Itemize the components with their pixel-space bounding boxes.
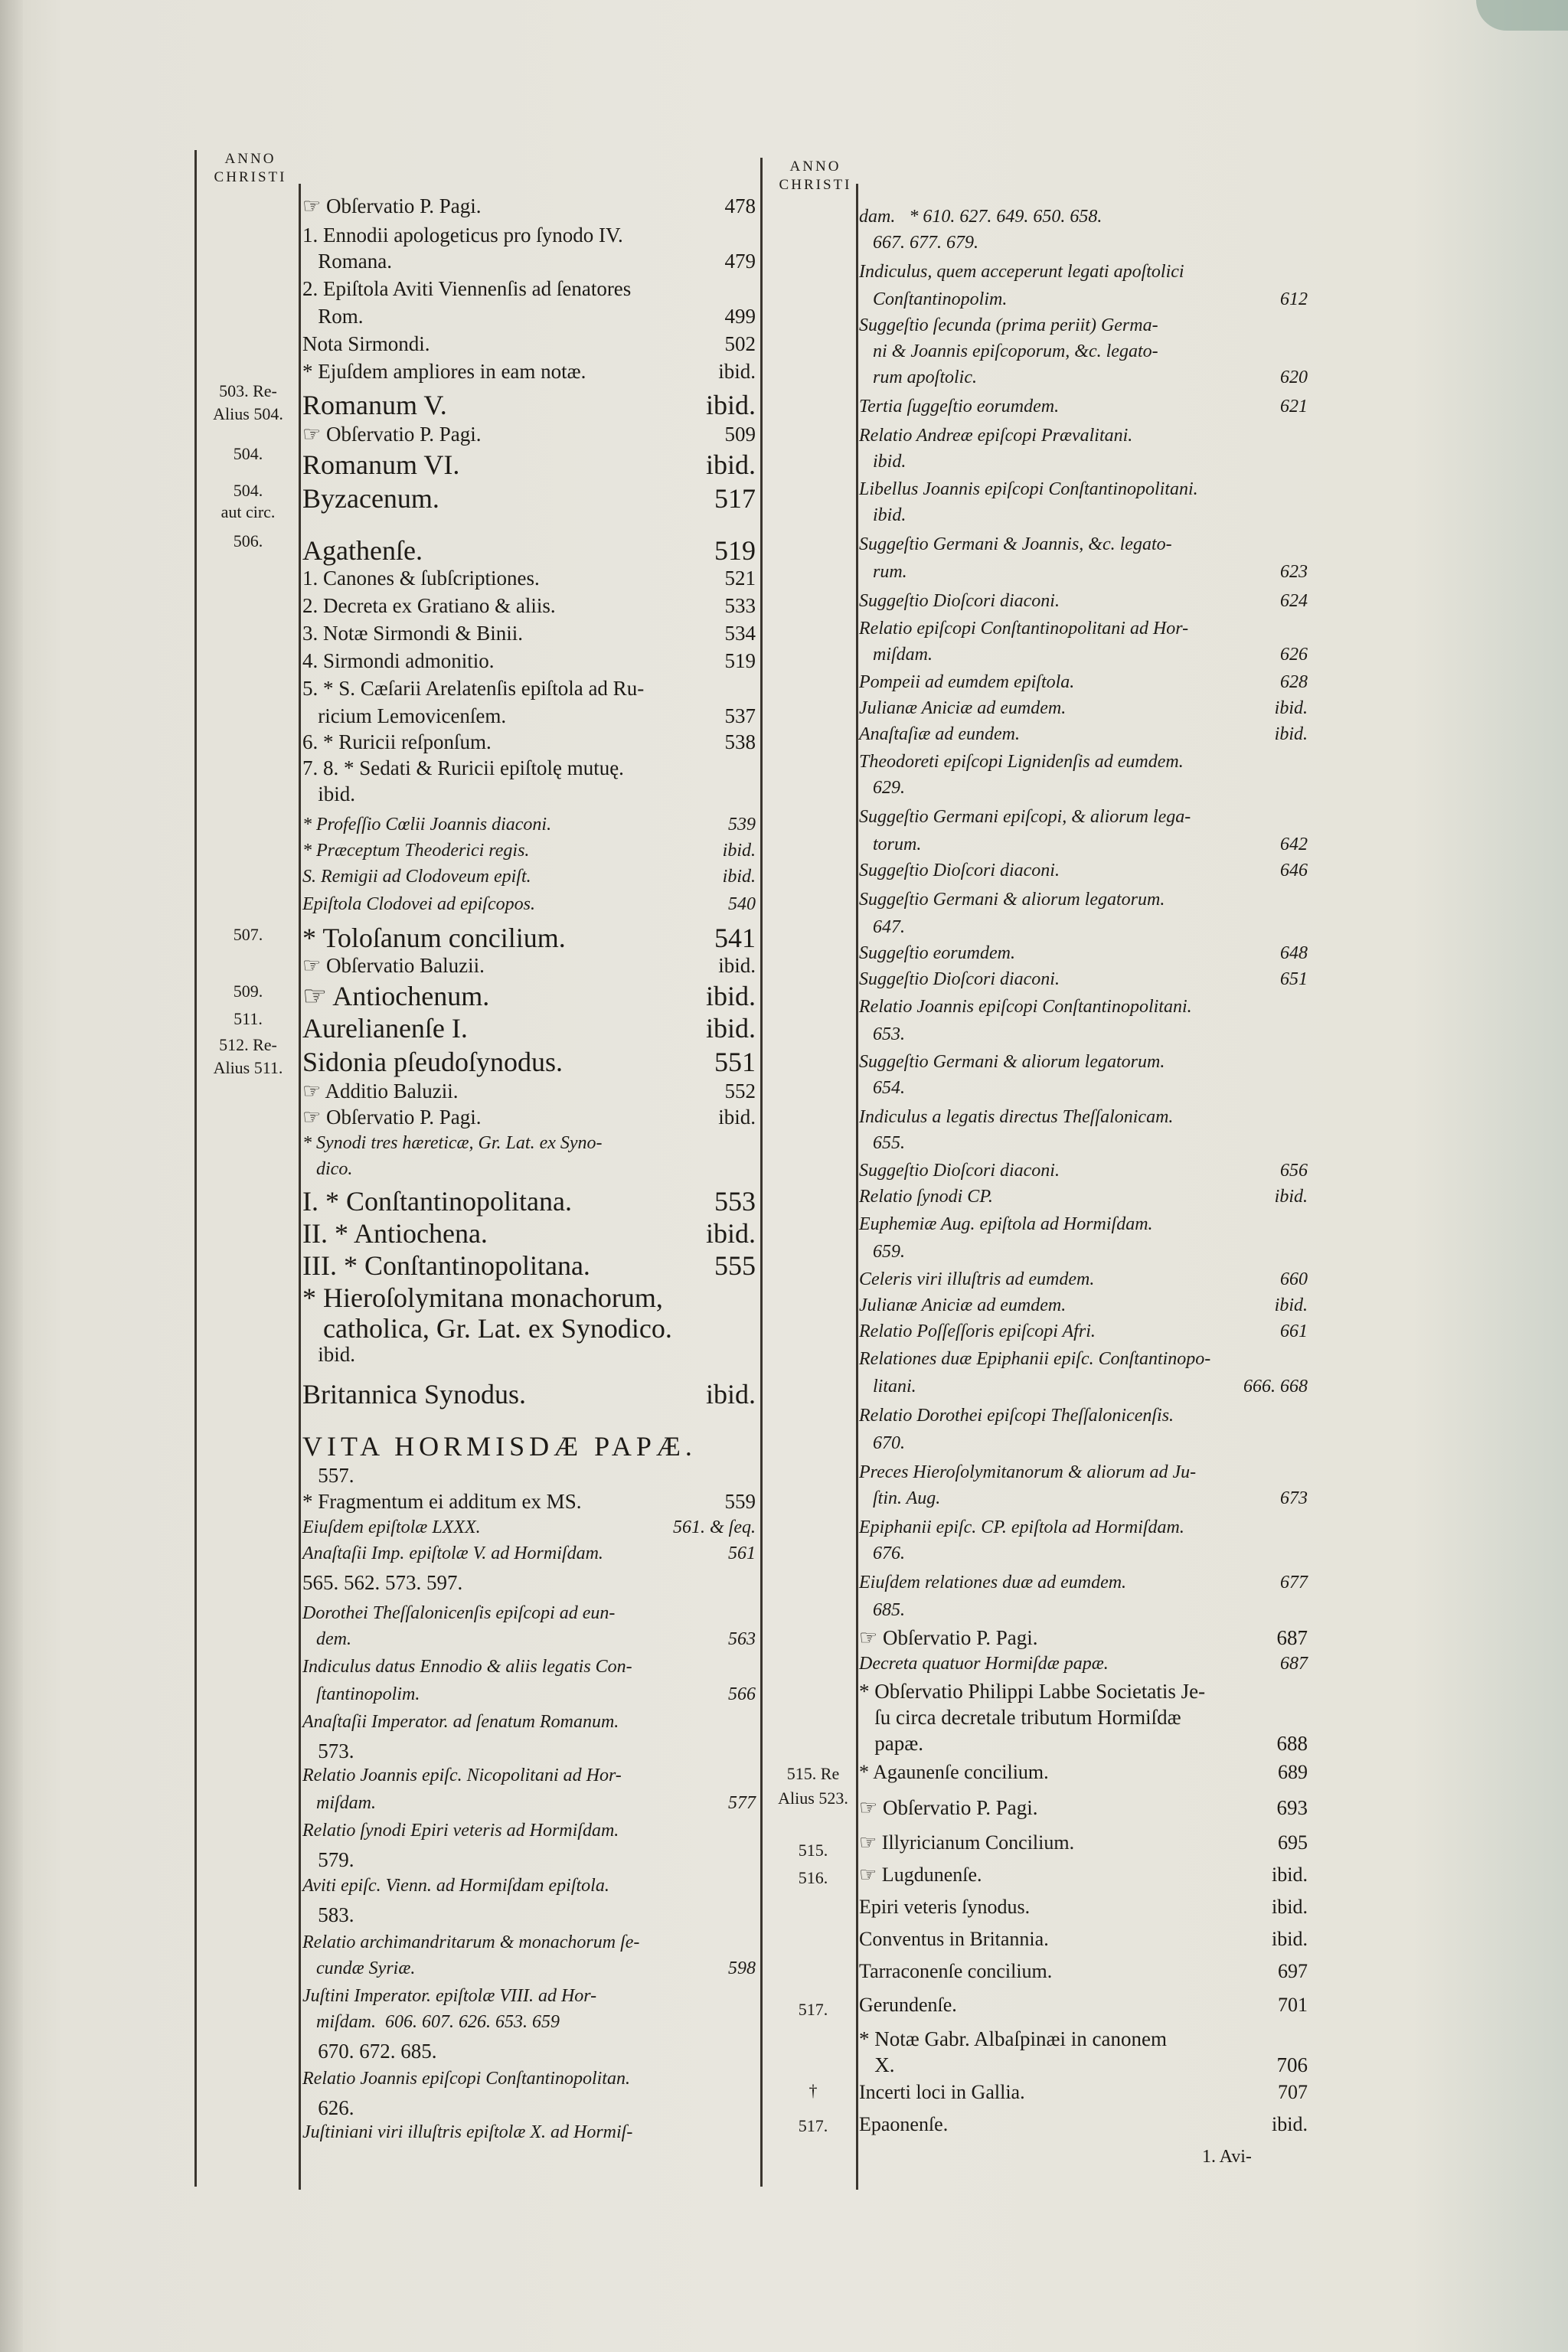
entry-title: * Notæ Gabr. Albaſpinæi in canonem: [859, 2027, 1167, 2050]
entry-title: Suggeſtio Germani & aliorum legatorum.: [859, 890, 1165, 910]
entry-title: Relatio epiſcopi Conſtantinopolitani ad Hor-: [859, 619, 1189, 639]
left-year-rule: [299, 184, 301, 2190]
entry-title: Theodoreti epiſcopi Lignidenſis ad eumdem.: [859, 752, 1184, 772]
entry-page-number: ibid.: [1272, 1928, 1308, 1950]
entry-page-number: 534: [724, 622, 756, 645]
entry-title: Anaſtaſii Imperator. ad ſenatum Romanum.: [302, 1712, 619, 1732]
entry-title: 2. Decreta ex Gratiano & aliis.: [302, 594, 556, 617]
entry-page-number: 651: [1280, 969, 1308, 989]
entry-page-number: 687: [1276, 1626, 1308, 1649]
entry-title: ☞ Lugdunenſe.: [859, 1864, 982, 1886]
entry-title: Rom.: [302, 305, 364, 328]
entry-title: ricium Lemovicenſem.: [302, 704, 507, 727]
entry-title: 670.: [859, 1433, 905, 1453]
entry-title: 685.: [859, 1600, 905, 1620]
entry-title: Romana.: [302, 250, 392, 273]
entry-title: ſu circa decretale tributum Hormiſdæ: [859, 1706, 1181, 1729]
entry-title: Relatio Joannis epiſcopi Conſtantinopolitani.: [859, 997, 1192, 1017]
entry-page-number: 577: [728, 1793, 756, 1813]
entry-title: 670. 672. 685.: [302, 2040, 437, 2063]
entry-page-number: 540: [728, 894, 756, 914]
entry-page-number: 563: [728, 1629, 756, 1649]
entry-page-number: ibid.: [718, 360, 756, 383]
entry-title: Dorothei Theſſalonicenſis epiſcopi ad eun-: [302, 1603, 616, 1623]
entry-title: * Toloſanum concilium.: [302, 923, 566, 953]
entry-title: III. * Conſtantinopolitana.: [302, 1250, 590, 1281]
entry-title: II. * Antiochena.: [302, 1218, 488, 1249]
entry-page-number: ibid.: [718, 1106, 756, 1129]
entry-page-number: 533: [724, 594, 756, 617]
entry-title: Relatio Joannis epiſcopi Conſtantinopolitan.: [302, 2069, 630, 2089]
year-marker: 517.: [798, 2000, 828, 2019]
entry-title: ☞ Obſervatio P. Pagi.: [302, 1106, 482, 1129]
entry-page-number: 561: [728, 1544, 756, 1563]
year-marker: 504.: [233, 444, 263, 463]
entry-title: 647.: [859, 917, 905, 937]
entry-title: dem.: [302, 1629, 351, 1649]
entry-title: Decreta quatuor Hormiſdæ papæ.: [859, 1654, 1109, 1674]
entry-title: dico.: [302, 1159, 353, 1179]
entry-title: Agathenſe.: [302, 535, 423, 566]
entry-title: ſtantinopolim.: [302, 1684, 420, 1704]
entry-page-number: 693: [1276, 1796, 1308, 1819]
entry-page-number: 624: [1280, 591, 1308, 611]
entry-page-number: 499: [724, 305, 756, 328]
page-gutter-shadow: [0, 0, 23, 2352]
catchword: 1. Avi-: [1202, 2147, 1252, 2167]
year-marker: Alius 504.: [213, 404, 283, 423]
entry-title: * Profeſſio Cœlii Joannis diaconi.: [302, 815, 552, 835]
year-marker: 504.: [233, 481, 263, 500]
entry-title: 654.: [859, 1078, 905, 1098]
entry-page-number: 660: [1280, 1269, 1308, 1289]
entry-title: ibid.: [859, 452, 906, 472]
entry-title: Euphemiæ Aug. epiſtola ad Hormiſdam.: [859, 1214, 1153, 1234]
entry-title: ni & Joannis epiſcoporum, &c. legato-: [859, 341, 1158, 361]
entry-title: Celeris viri illuſtris ad eumdem.: [859, 1269, 1095, 1289]
entry-title: rum.: [859, 562, 907, 582]
year-marker: 511.: [234, 1009, 263, 1028]
entry-page-number: 509: [724, 423, 756, 446]
entry-title: * Obſervatio Philippi Labbe Societatis Je-: [859, 1680, 1206, 1703]
entry-page-number: 521: [724, 567, 756, 590]
entry-page-number: 537: [724, 704, 756, 727]
entry-title: Relatio Poſſeſſoris epiſcopi Afri.: [859, 1321, 1096, 1341]
entry-page-number: ibid.: [705, 981, 756, 1011]
entry-title: torum.: [859, 835, 922, 854]
entry-page-number: 689: [1278, 1761, 1308, 1783]
entry-title: dam. * 610. 627. 649. 650. 658.: [859, 207, 1102, 227]
year-marker: 509.: [233, 982, 263, 1001]
entry-title: Suggeſtio Germani & aliorum legatorum.: [859, 1052, 1165, 1072]
entry-title: Romanum V.: [302, 390, 447, 420]
entry-title: Anaſtaſii Imp. epiſtolæ V. ad Hormiſdam.: [302, 1544, 603, 1563]
entry-page-number: 695: [1278, 1831, 1308, 1854]
entry-title: 667. 677. 679.: [859, 233, 978, 253]
entry-page-number: 666. 668: [1243, 1377, 1308, 1396]
entry-title: VITA HORMISDÆ PAPÆ.: [302, 1431, 697, 1462]
entry-page-number: 628: [1280, 672, 1308, 692]
entry-title: X.: [859, 2053, 895, 2076]
year-marker: 515. Re: [786, 1764, 840, 1783]
entry-page-number: ibid.: [705, 1379, 756, 1410]
entry-title: catholica, Gr. Lat. ex Synodico.: [302, 1313, 672, 1344]
entry-page-number: ibid.: [718, 954, 756, 977]
entry-title: Indiculus, quem acceperunt legati apoſtolici: [859, 262, 1184, 282]
entry-page-number: 661: [1280, 1321, 1308, 1341]
entry-title: 659.: [859, 1242, 905, 1262]
entry-title: Epaonenſe.: [859, 2113, 949, 2135]
entry-page-number: 553: [714, 1186, 756, 1217]
entry-title: Relatio Andreæ epiſcopi Prævalitani.: [859, 426, 1133, 446]
entry-page-number: 673: [1280, 1488, 1308, 1508]
entry-title: 557.: [302, 1464, 354, 1487]
entry-title: Britannica Synodus.: [302, 1379, 526, 1410]
entry-page-number: 626: [1280, 645, 1308, 665]
entry-page-number: ibid.: [705, 449, 756, 480]
entry-title: Tertia ſuggeſtio eorumdem.: [859, 397, 1060, 416]
entry-page-number: 519: [724, 649, 756, 672]
entry-title: 579.: [302, 1848, 354, 1871]
year-marker: 512. Re-: [219, 1035, 277, 1054]
entry-title: Pompeii ad eumdem epiſtola.: [859, 672, 1075, 692]
left-index-column: [302, 0, 762, 2352]
entry-page-number: ibid.: [1274, 724, 1308, 744]
entry-page-number: ibid.: [705, 1013, 756, 1044]
entry-title: 583.: [302, 1903, 354, 1926]
entry-title: Epiſtola Clodovei ad epiſcopos.: [302, 894, 535, 914]
right-year-column: [766, 0, 854, 2352]
entry-title: Conſtantinopolim.: [859, 289, 1008, 309]
entry-title: Incerti loci in Gallia.: [859, 2081, 1025, 2103]
entry-title: * Ejuſdem ampliores in eam notæ.: [302, 360, 586, 383]
right-year-rule: [856, 184, 858, 2190]
entry-title: ☞ Additio Baluzii.: [302, 1080, 459, 1102]
entry-page-number: 656: [1280, 1161, 1308, 1181]
entry-title: * Hieroſolymitana monachorum,: [302, 1282, 663, 1313]
entry-title: Relatio ſynodi Epiri veteris ad Hormiſdam.: [302, 1821, 619, 1841]
entry-title: Tarraconenſe concilium.: [859, 1960, 1053, 1982]
entry-page-number: ibid.: [1272, 1896, 1308, 1918]
entry-page-number: 623: [1280, 562, 1308, 582]
entry-title: Juſtiniani viri illuſtris epiſtolæ X. ad Hormiſ-: [302, 2122, 633, 2142]
entry-title: ibid.: [859, 505, 906, 525]
entry-page-number: 555: [714, 1250, 756, 1281]
entry-title: * Fragmentum ei additum ex MS.: [302, 1490, 582, 1513]
entry-page-number: ibid.: [705, 1218, 756, 1249]
entry-title: Byzacenum.: [302, 483, 439, 514]
entry-title: 1. Canones & ſubſcriptiones.: [302, 567, 540, 590]
entry-title: Relatio Joannis epiſc. Nicopolitani ad Hor-: [302, 1766, 622, 1785]
left-year-column: [201, 0, 296, 2352]
entry-title: Indiculus a legatis directus Theſſalonicam.: [859, 1107, 1174, 1127]
entry-title: Julianæ Aniciæ ad eumdem.: [859, 1295, 1067, 1315]
entry-page-number: 539: [728, 815, 756, 835]
entry-page-number: ibid.: [1272, 1864, 1308, 1886]
entry-page-number: ibid.: [722, 867, 756, 887]
entry-page-number: 612: [1280, 289, 1308, 309]
entry-title: I. * Conſtantinopolitana.: [302, 1186, 572, 1217]
right-index-column: [859, 0, 1318, 2352]
entry-title: * Synodi tres hæreticæ, Gr. Lat. ex Syno-: [302, 1133, 603, 1153]
entry-title: Aviti epiſc. Vienn. ad Hormiſdam epiſtola.: [302, 1876, 609, 1896]
entry-title: ibid.: [302, 782, 356, 805]
entry-title: Anaſtaſiæ ad eundem.: [859, 724, 1020, 744]
entry-title: ☞ Obſervatio Baluzii.: [302, 954, 485, 977]
entry-title: Relatio ſynodi CP.: [859, 1187, 993, 1207]
entry-title: ☞ Obſervatio P. Pagi.: [302, 194, 482, 217]
entry-page-number: 701: [1278, 1994, 1308, 2016]
entry-page-number: 561. & ſeq.: [673, 1517, 756, 1537]
year-marker: 506.: [233, 531, 263, 550]
entry-title: 653.: [859, 1024, 905, 1044]
entry-title: ſtin. Aug.: [859, 1488, 941, 1508]
entry-title: papæ.: [859, 1732, 923, 1755]
entry-page-number: 551: [714, 1047, 756, 1077]
entry-title: Relatio Dorothei epiſcopi Theſſalonicenſis.: [859, 1406, 1174, 1426]
entry-title: miſdam. 606. 607. 626. 653. 659: [302, 2012, 560, 2032]
entry-title: 7. 8. * Sedati & Ruricii epiſtolę mutuę.: [302, 756, 624, 779]
entry-title: ☞ Antiochenum.: [302, 981, 490, 1011]
entry-page-number: 648: [1280, 943, 1308, 963]
entry-title: 6. * Ruricii reſponſum.: [302, 730, 492, 753]
entry-title: Sidonia pſeudoſynodus.: [302, 1047, 563, 1077]
entry-title: Indiculus datus Ennodio & aliis legatis Con-: [302, 1657, 632, 1677]
entry-title: Juſtini Imperator. epiſtolæ VIII. ad Hor-: [302, 1986, 597, 2006]
year-marker: Alius 511.: [213, 1058, 283, 1077]
entry-page-number: 517: [714, 483, 756, 514]
entry-page-number: 598: [728, 1958, 756, 1978]
left-header-anno: ANNO: [224, 151, 276, 167]
entry-title: Suggeſtio Dioſcori diaconi.: [859, 1161, 1060, 1181]
entry-page-number: ibid.: [705, 390, 756, 420]
entry-title: Preces Hieroſolymitanorum & aliorum ad Ju-: [859, 1462, 1197, 1482]
entry-page-number: 620: [1280, 368, 1308, 387]
entry-title: 676.: [859, 1544, 905, 1563]
entry-title: 655.: [859, 1133, 905, 1153]
entry-page-number: ibid.: [1274, 1295, 1308, 1315]
year-marker: aut circ.: [220, 502, 276, 521]
entry-title: 4. Sirmondi admonitio.: [302, 649, 495, 672]
entry-page-number: 559: [724, 1490, 756, 1513]
entry-title: S. Remigii ad Clodoveum epiſt.: [302, 867, 531, 887]
entry-title: 565. 562. 573. 597.: [302, 1571, 463, 1594]
entry-title: 3. Notæ Sirmondi & Binii.: [302, 622, 524, 645]
entry-page-number: ibid.: [1274, 698, 1308, 718]
entry-title: 573.: [302, 1740, 354, 1762]
entry-title: 1. Ennodii apologeticus pro ſynodo IV.: [302, 224, 623, 247]
entry-title: ☞ Obſervatio P. Pagi.: [859, 1626, 1038, 1649]
entry-page-number: 566: [728, 1684, 756, 1704]
entry-title: miſdam.: [302, 1793, 376, 1813]
entry-page-number: 642: [1280, 835, 1308, 854]
entry-title: * Agaunenſe concilium.: [859, 1761, 1049, 1783]
entry-title: Romanum VI.: [302, 449, 460, 480]
entry-title: Aurelianenſe I.: [302, 1013, 468, 1044]
entry-page-number: ibid.: [1274, 1187, 1308, 1207]
year-marker: 503. Re-: [219, 381, 277, 400]
year-marker: 517.: [798, 2116, 828, 2135]
entry-title: 626.: [302, 2096, 354, 2119]
entry-page-number: 541: [714, 923, 756, 953]
entry-title: rum apoſtolic.: [859, 368, 977, 387]
entry-title: miſdam.: [859, 645, 933, 665]
entry-title: Conventus in Britannia.: [859, 1928, 1049, 1950]
year-marker: 507.: [233, 925, 263, 944]
entry-page-number: 538: [724, 730, 756, 753]
right-header-anno: ANNO: [789, 158, 841, 175]
entry-title: 2. Epiſtola Aviti Viennenſis ad ſenatores: [302, 277, 632, 300]
entry-page-number: 677: [1280, 1573, 1308, 1592]
entry-title: Eiuſdem epiſtolæ LXXX.: [302, 1517, 481, 1537]
entry-page-number: 519: [714, 535, 756, 566]
entry-page-number: 646: [1280, 861, 1308, 880]
entry-title: litani.: [859, 1377, 916, 1396]
entry-title: Epiphanii epiſc. CP. epiſtola ad Hormiſdam.: [859, 1517, 1184, 1537]
entry-page-number: 479: [724, 250, 756, 273]
entry-page-number: 706: [1276, 2053, 1308, 2076]
entry-title: Suggeſtio eorumdem.: [859, 943, 1015, 963]
entry-title: Nota Sirmondi.: [302, 332, 430, 355]
entry-title: Gerundenſe.: [859, 1994, 957, 2016]
year-marker: Alius 523.: [778, 1788, 848, 1808]
entry-title: Eiuſdem relationes duæ ad eumdem.: [859, 1573, 1127, 1592]
entry-title: Libellus Joannis epiſcopi Conſtantinopolitani.: [859, 479, 1198, 499]
entry-page-number: 478: [724, 194, 756, 217]
entry-page-number: 502: [724, 332, 756, 355]
entry-title: ☞ Illyricianum Concilium.: [859, 1831, 1075, 1854]
year-marker: 516.: [798, 1868, 828, 1887]
entry-title: 629.: [859, 778, 905, 798]
entry-title: ☞ Obſervatio P. Pagi.: [302, 423, 482, 446]
entry-title: Suggeſtio Dioſcori diaconi.: [859, 861, 1060, 880]
entry-page-number: 697: [1278, 1960, 1308, 1982]
year-marker: 515.: [798, 1841, 828, 1860]
entry-title: 5. * S. Cæſarii Arelatenſis epiſtola ad Ru-: [302, 677, 645, 700]
entry-title: Suggeſtio Dioſcori diaconi.: [859, 591, 1060, 611]
right-header-christi: CHRISTI: [779, 177, 852, 193]
entry-page-number: 688: [1276, 1732, 1308, 1755]
entry-title: cundæ Syriæ.: [302, 1958, 416, 1978]
year-marker: †: [808, 2081, 818, 2100]
left-outer-rule: [194, 150, 197, 2187]
entry-page-number: ibid.: [722, 841, 756, 861]
entry-title: Epiri veteris ſynodus.: [859, 1896, 1031, 1918]
entry-page-number: 687: [1280, 1654, 1308, 1674]
entry-title: Julianæ Aniciæ ad eumdem.: [859, 698, 1067, 718]
entry-page-number: ibid.: [1272, 2113, 1308, 2135]
entry-title: Suggeſtio ſecunda (prima periit) Germa-: [859, 315, 1158, 335]
page-corner-stain: [1476, 0, 1568, 31]
entry-title: * Præceptum Theoderici regis.: [302, 841, 530, 861]
entry-page-number: 707: [1278, 2081, 1308, 2103]
left-header-christi: CHRISTI: [214, 169, 287, 185]
entry-page-number: 552: [724, 1080, 756, 1102]
entry-title: Suggeſtio Dioſcori diaconi.: [859, 969, 1060, 989]
entry-title: ☞ Obſervatio P. Pagi.: [859, 1796, 1038, 1819]
entry-title: Suggeſtio Germani epiſcopi, & aliorum lega-: [859, 807, 1191, 827]
entry-title: Suggeſtio Germani & Joannis, &c. legato-: [859, 534, 1172, 554]
entry-title: ibid.: [302, 1343, 356, 1366]
entry-page-number: 621: [1280, 397, 1308, 416]
entry-title: Relationes duæ Epiphanii epiſc. Conſtantinopo-: [859, 1349, 1211, 1369]
entry-title: Relatio archimandritarum & monachorum ſe-: [302, 1932, 640, 1952]
